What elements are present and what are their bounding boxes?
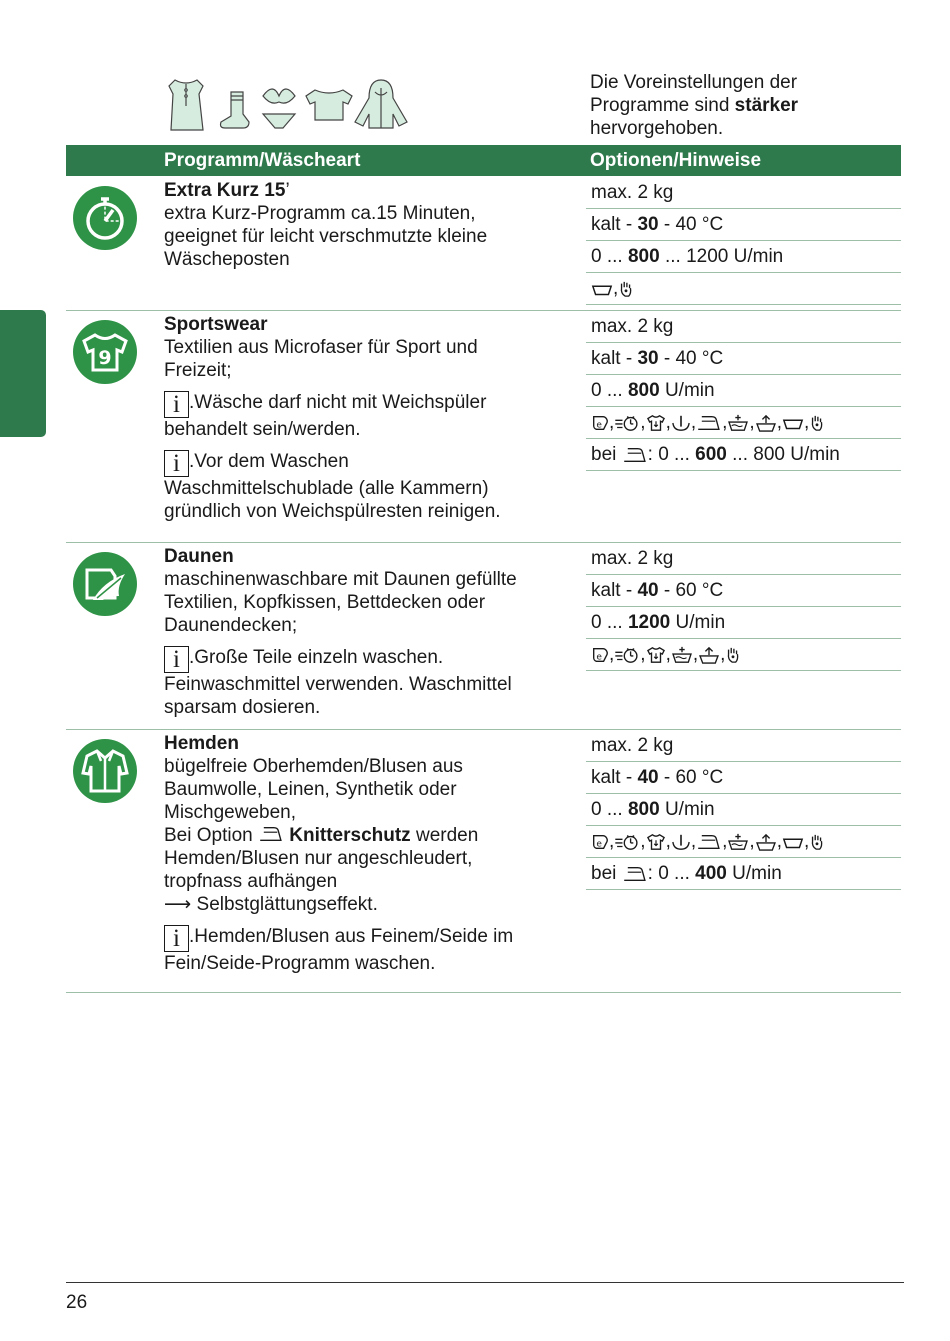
max-load: max. 2 kg	[586, 311, 901, 343]
page-number: 26	[66, 1292, 88, 1313]
basin-icon	[782, 414, 804, 432]
sock-icon	[221, 92, 250, 128]
eco-icon	[591, 833, 609, 851]
prewash-icon	[755, 414, 777, 432]
stain-hand-icon	[809, 833, 825, 851]
table-row	[66, 543, 901, 730]
intro-note: Die Voreinstellungen der Programme sind stärker hervorgehoben.	[590, 72, 799, 139]
iron-icon	[696, 833, 722, 851]
iron-icon	[622, 865, 648, 883]
info-icon: i	[164, 925, 189, 952]
speed-icon	[614, 833, 640, 851]
info-icon: i	[164, 450, 189, 477]
prewash-icon	[698, 646, 720, 664]
jacket-icon	[355, 80, 407, 128]
stopwatch-icon	[73, 186, 137, 250]
table-row	[66, 311, 901, 543]
table-header	[66, 145, 901, 176]
iron-icon	[622, 446, 648, 464]
rinse-plus-icon	[727, 414, 749, 432]
rinse-plus-icon	[671, 646, 693, 664]
program-options	[586, 177, 901, 305]
info-icon: i	[164, 646, 189, 673]
iron-spin-note: bei : 0 ... 400 U/min	[586, 858, 901, 890]
max-load: max. 2 kg	[586, 543, 901, 575]
header-options: Optionen/Hinweise	[590, 150, 762, 171]
rinse-hold-icon	[671, 833, 691, 851]
arrow-icon: ⟶	[164, 893, 192, 915]
stain-hand-icon	[618, 280, 634, 298]
program-options	[586, 543, 901, 671]
basin-icon	[591, 280, 613, 298]
program-description: Extra Kurz 15’ extra Kurz-Programm ca.15 Minuten, geeignet für leicht verschmutzte kleine Wäscheposten	[164, 180, 488, 270]
spin-range: 0 ... 800 U/min	[586, 794, 901, 826]
shirt-icon	[646, 833, 666, 851]
lingerie-icon	[263, 89, 295, 128]
spin-range: 0 ... 800 ... 1200 U/min	[586, 241, 901, 273]
feather-icon	[73, 552, 137, 616]
temperature-range: kalt - 40 - 60 °C	[586, 762, 901, 794]
spin-range: 0 ... 800 U/min	[586, 375, 901, 407]
garments-illustration	[163, 76, 418, 134]
jersey-icon	[73, 320, 137, 384]
max-load: max. 2 kg	[586, 730, 901, 762]
option-symbols: , , , , , , , ,	[586, 826, 901, 858]
spin-range: 0 ... 1200 U/min	[586, 607, 901, 639]
program-description: Sportswear Textilien aus Microfaser für Sport und Freizeit; i .Wäsche darf nicht mit Weichspüler behandelt sein/werden. i .Vor dem Waschen Waschmittelschublade (alle Kammern) gründlich von Weichspülresten reinigen.	[164, 314, 501, 522]
shirt-icon	[646, 414, 666, 432]
basin-icon	[782, 833, 804, 851]
program-description: Hemden bügelfreie Oberhemden/Blusen aus Baumwolle, Leinen, Synthetik oder Mischgeweben, Bei Option Knitterschutz werden Hemden/Blusen nur angeschleudert, tropfnass aufhängen ⟶ Selbstglättungseffekt. i .Hemden/Blusen aus Feinem/Seide im Fein/Seide-Programm waschen.	[164, 733, 514, 974]
temperature-range: kalt - 40 - 60 °C	[586, 575, 901, 607]
eco-icon	[591, 414, 609, 432]
dress-icon	[169, 80, 203, 130]
option-symbols: ,	[586, 273, 901, 305]
rinse-hold-icon	[671, 414, 691, 432]
temperature-range: kalt - 30 - 40 °C	[586, 343, 901, 375]
program-description: Daunen maschinenwaschbare mit Daunen gefüllte Textilien, Kopfkissen, Bettdecken oder Daunendecken; i .Große Teile einzeln waschen. Feinwaschmittel verwenden. Waschmittel sparsam dosieren.	[164, 546, 517, 718]
iron-icon	[696, 414, 722, 432]
dress-shirt-icon	[73, 739, 137, 803]
rinse-plus-icon	[727, 833, 749, 851]
max-load: max. 2 kg	[586, 177, 901, 209]
iron-icon	[258, 825, 284, 843]
option-symbols: , , , , ,	[586, 639, 901, 671]
stain-hand-icon	[809, 414, 825, 432]
footer-rule	[66, 1282, 904, 1283]
program-options	[586, 730, 901, 890]
eco-icon	[591, 646, 609, 664]
info-icon: i	[164, 391, 189, 418]
table-row	[66, 730, 901, 993]
tshirt-icon	[306, 90, 352, 120]
shirt-icon	[646, 646, 666, 664]
header-program: Programm/Wäscheart	[164, 150, 361, 171]
iron-spin-note: bei : 0 ... 600 ... 800 U/min	[586, 439, 901, 471]
speed-icon	[614, 414, 640, 432]
speed-icon	[614, 646, 640, 664]
option-symbols: , , , , , , , ,	[586, 407, 901, 439]
prewash-icon	[755, 833, 777, 851]
table-row	[66, 177, 901, 311]
chapter-side-tab	[0, 310, 46, 437]
program-options	[586, 311, 901, 471]
stain-hand-icon	[725, 646, 741, 664]
temperature-range: kalt - 30 - 40 °C	[586, 209, 901, 241]
